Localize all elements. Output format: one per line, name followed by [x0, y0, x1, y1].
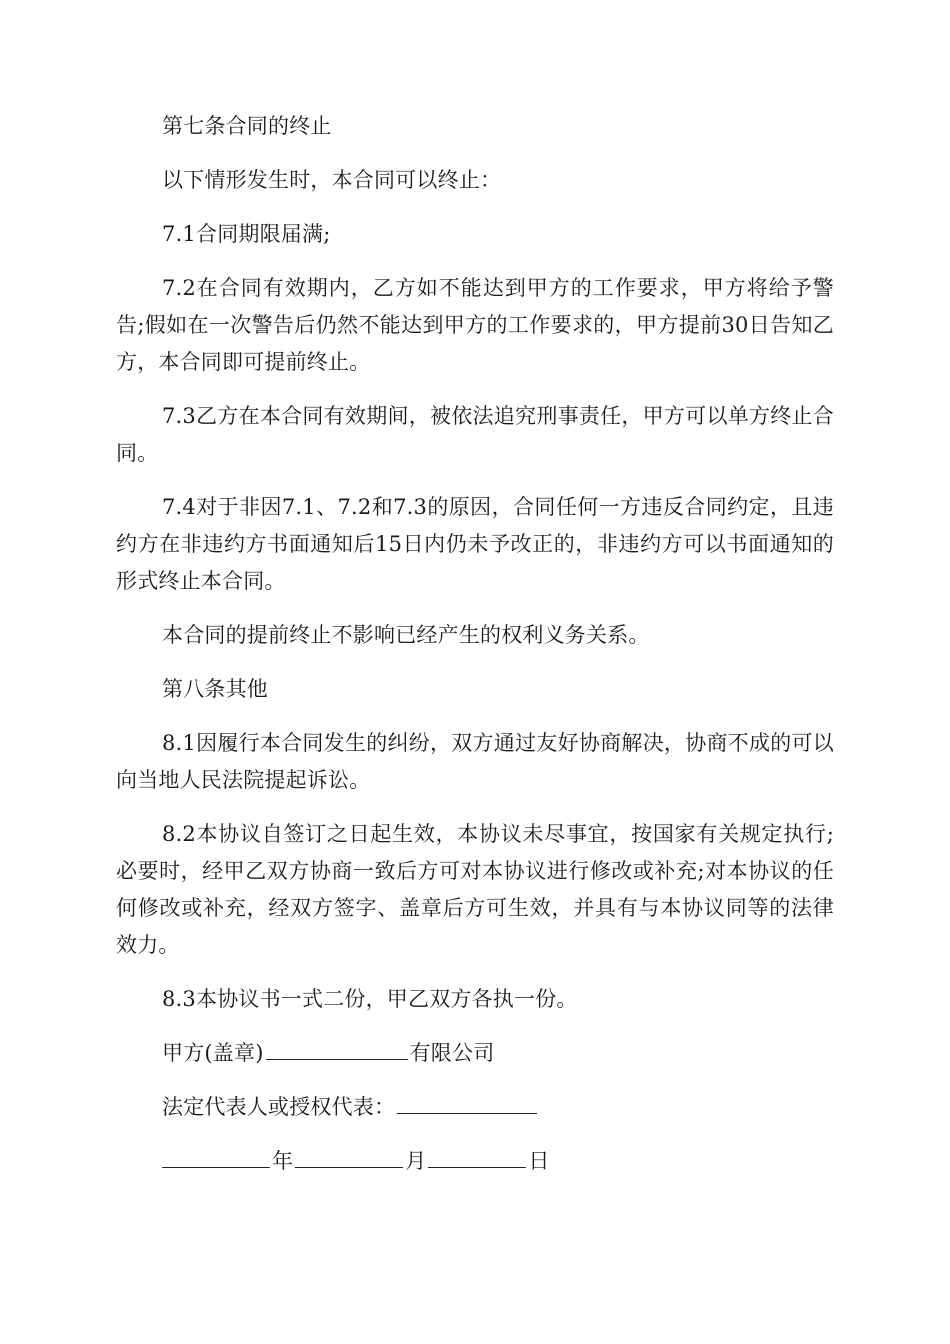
clause-7-2: 7.2在合同有效期内，乙方如不能达到甲方的工作要求，甲方将给予警告;假如在一次警告后仍然不能达到甲方的工作要求的，甲方提前30日告知乙方，本合同即可提前终止。	[116, 276, 834, 374]
article-7-heading: 第七条合同的终止	[162, 114, 332, 138]
party-a-name-blank[interactable]	[266, 1039, 408, 1060]
clause-7-3: 7.3乙方在本合同有效期间，被依法追究刑事责任，甲方可以单方终止合同。	[116, 404, 834, 465]
article-7-intro: 以下情形发生时，本合同可以终止：	[162, 168, 502, 192]
year-blank[interactable]	[162, 1147, 270, 1168]
month-blank[interactable]	[295, 1147, 403, 1168]
clause-7-1: 7.1合同期限届满;	[162, 222, 331, 246]
representative-signature-line	[116, 1089, 834, 1126]
party-a-suffix: 有限公司	[409, 1041, 495, 1065]
year-label: 年	[272, 1149, 294, 1173]
date-line	[116, 1143, 834, 1180]
article-7-closing: 本合同的提前终止不影响已经产生的权利义务关系。	[162, 623, 650, 647]
clause-7-4: 7.4对于非因7.1、7.2和7.3的原因，合同任何一方违反合同约定，且违约方在非违约方书面通知后15日内仍未予改正的，非违约方可以书面通知的形式终止本合同。	[116, 495, 834, 593]
representative-name-blank[interactable]	[397, 1093, 537, 1114]
party-a-label: 甲方(盖章)	[162, 1041, 264, 1065]
day-label: 日	[528, 1149, 550, 1173]
document-body	[116, 108, 834, 1180]
month-label: 月	[405, 1149, 427, 1173]
party-a-signature-line	[116, 1035, 834, 1072]
clause-8-2: 8.2本协议自签订之日起生效，本协议未尽事宜，按国家有关规定执行;必要时，经甲乙双方协商一致后方可对本协议进行修改或补充;对本协议的任何修改或补充，经双方签字、盖章后方可生效，并具有与本协议同等的法律效力。	[116, 822, 834, 957]
article-8-heading: 第八条其他	[162, 677, 268, 701]
clause-8-3: 8.3本协议书一式二份，甲乙双方各执一份。	[162, 987, 578, 1011]
clause-8-1: 8.1因履行本合同发生的纠纷，双方通过友好协商解决，协商不成的可以向当地人民法院提起诉讼。	[116, 731, 834, 792]
representative-label: 法定代表人或授权代表：	[162, 1095, 396, 1119]
day-blank[interactable]	[428, 1147, 526, 1168]
